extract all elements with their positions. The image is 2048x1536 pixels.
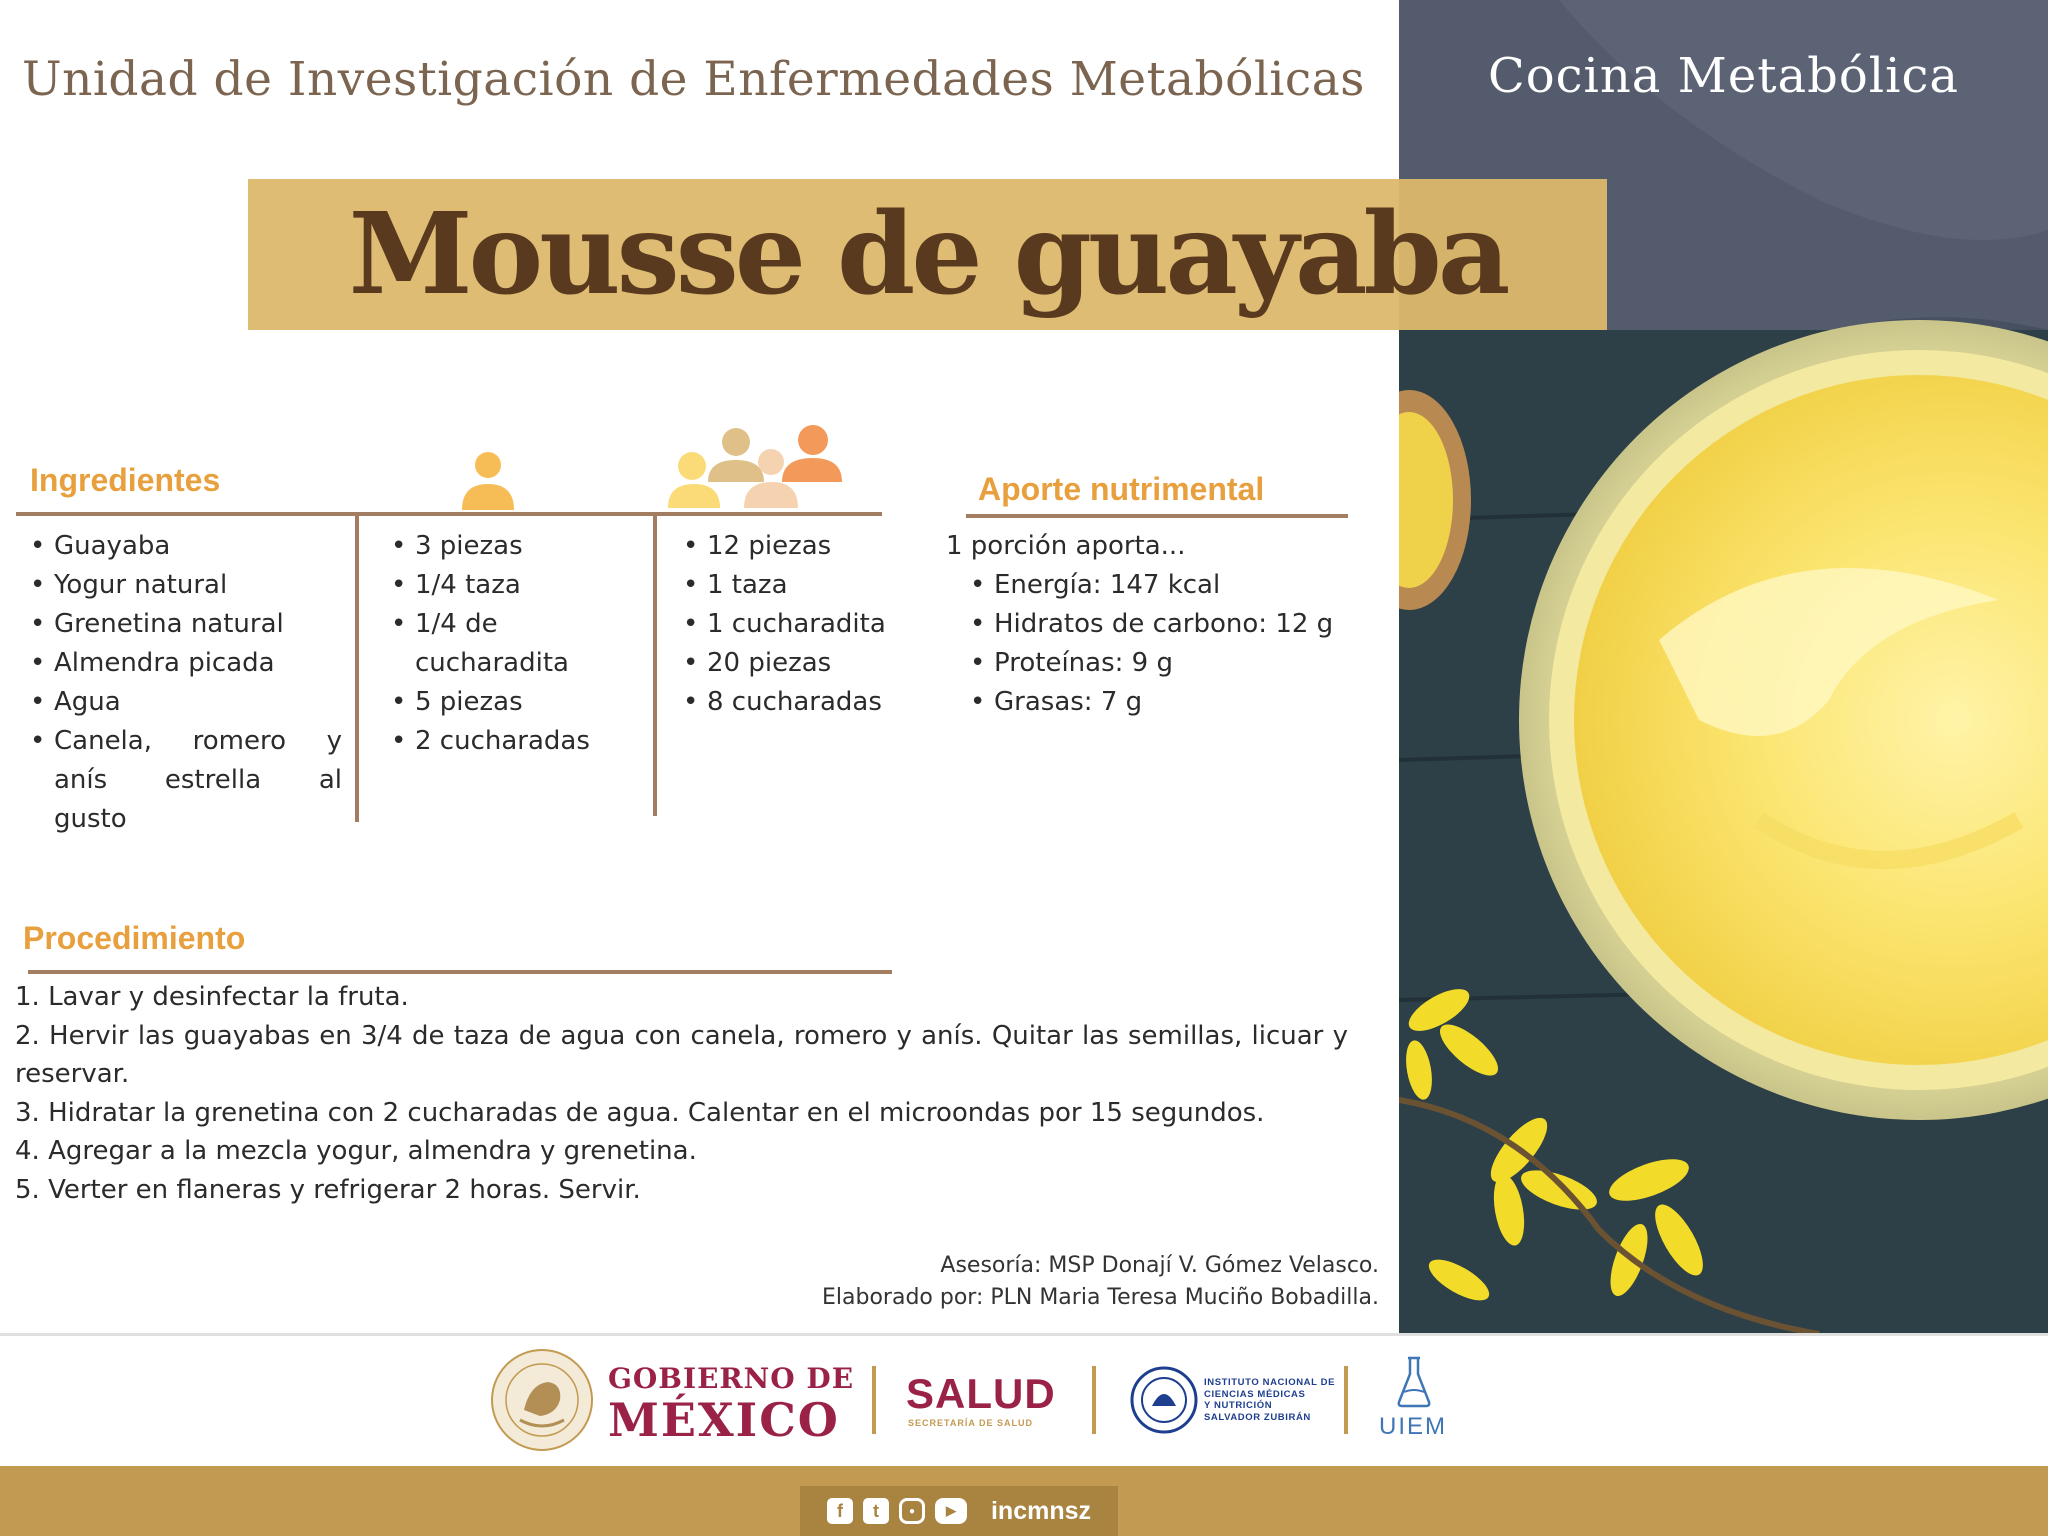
ingredient-list <box>30 527 342 839</box>
procedure-step: 2. Hervir las guayabas en 3/4 de taza de agua con canela, romero y anís. Quitar las semillas, licuar y reservar. <box>15 1020 1348 1089</box>
unit-title: Unidad de Investigación de Enfermedades Metabólicas <box>22 52 1365 107</box>
list-item: • Grenetina natural <box>30 605 342 644</box>
uiem-logo: UIEM <box>1379 1413 1447 1440</box>
list-item: • 1/4 de cucharadita <box>391 605 656 683</box>
list-item: • 3 piezas <box>391 527 656 566</box>
group-portion-list <box>683 527 923 722</box>
salud-subtitle: SECRETARÍA DE SALUD <box>908 1418 1034 1428</box>
credits <box>822 1250 1379 1314</box>
procedure-heading: Procedimiento <box>23 920 246 956</box>
list-item: • 1/4 taza <box>391 566 656 605</box>
twitter-icon[interactable]: t <box>863 1498 889 1524</box>
list-item: • 5 piezas <box>391 683 656 722</box>
brand-title: Cocina Metabólica <box>1488 48 1959 104</box>
list-item: • Canela, romero y anís estrella al gusto <box>30 722 342 839</box>
facebook-icon[interactable]: f <box>827 1498 853 1524</box>
incmnsz-seal-icon <box>1130 1366 1198 1434</box>
list-item: • 1 taza <box>683 566 923 605</box>
list-item: • Guayaba <box>30 527 342 566</box>
group-people-icon <box>666 420 842 510</box>
list-item: • Almendra picada <box>30 644 342 683</box>
advisor-credit: Asesoría: MSP Donají V. Gómez Velasco. <box>940 1253 1379 1278</box>
procedure-step: 4. Agregar a la mezcla yogur, almendra y grenetina. <box>15 1136 697 1166</box>
logo-separator <box>1344 1366 1348 1434</box>
nutrition-rule <box>966 514 1348 518</box>
single-portion-list <box>391 527 656 761</box>
social-bar <box>800 1486 1118 1536</box>
single-person-icon <box>458 450 518 510</box>
logo-separator <box>872 1366 876 1434</box>
procedure-step: 3. Hidratar la grenetina con 2 cucharadas de agua. Calentar en el microondas por 15 segundos. <box>15 1097 1265 1128</box>
nutrition-intro: 1 porción aporta... <box>946 531 1186 561</box>
institute-line: CIENCIAS MÉDICAS <box>1204 1388 1306 1400</box>
instagram-icon[interactable]: ● <box>899 1498 925 1524</box>
ingredients-rule <box>16 512 882 516</box>
logo-separator <box>1092 1366 1096 1434</box>
youtube-icon[interactable]: ▶ <box>935 1498 967 1524</box>
recipe-title: Mousse de guayaba <box>348 189 1507 320</box>
list-item: • Yogur natural <box>30 566 342 605</box>
social-handle[interactable]: incmnsz <box>990 1496 1092 1525</box>
nutrition-list <box>970 566 1350 722</box>
procedure-step: 1. Lavar y desinfectar la fruta. <box>15 982 409 1012</box>
list-item: • 2 cucharadas <box>391 722 656 761</box>
nutrition-heading: Aporte nutrimental <box>978 471 1265 507</box>
list-item: • Agua <box>30 683 342 722</box>
procedure-steps <box>15 978 1348 1209</box>
list-item: • 12 piezas <box>683 527 923 566</box>
list-item: • Energía: 147 kcal <box>970 566 1350 605</box>
list-item: • Proteínas: 9 g <box>970 644 1350 683</box>
procedure-rule <box>28 970 892 974</box>
institute-line: SALVADOR ZUBIRÁN <box>1204 1411 1311 1423</box>
institute-name <box>1204 1377 1335 1423</box>
national-seal-icon <box>490 1348 594 1452</box>
list-item: • 1 cucharadita <box>683 605 923 644</box>
gobierno-line2: MÉXICO <box>608 1393 840 1447</box>
list-item: • Hidratos de carbono: 12 g <box>970 605 1350 644</box>
flask-icon <box>1396 1356 1432 1408</box>
institute-line: Y NUTRICIÓN <box>1204 1400 1273 1411</box>
author-credit: Elaborado por: PLN Maria Teresa Muciño Bobadilla. <box>822 1285 1379 1310</box>
column-divider <box>355 516 359 822</box>
list-item: • Grasas: 7 g <box>970 683 1350 722</box>
gobierno-line1: GOBIERNO DE <box>608 1362 855 1395</box>
list-item: • 8 cucharadas <box>683 683 923 722</box>
procedure-step: 5. Verter en flaneras y refrigerar 2 horas. Servir. <box>15 1174 641 1205</box>
ingredients-heading: Ingredientes <box>30 462 221 498</box>
list-item: • 20 piezas <box>683 644 923 683</box>
salud-logo: SALUD <box>906 1370 1056 1417</box>
institute-line: INSTITUTO NACIONAL DE <box>1204 1377 1336 1388</box>
